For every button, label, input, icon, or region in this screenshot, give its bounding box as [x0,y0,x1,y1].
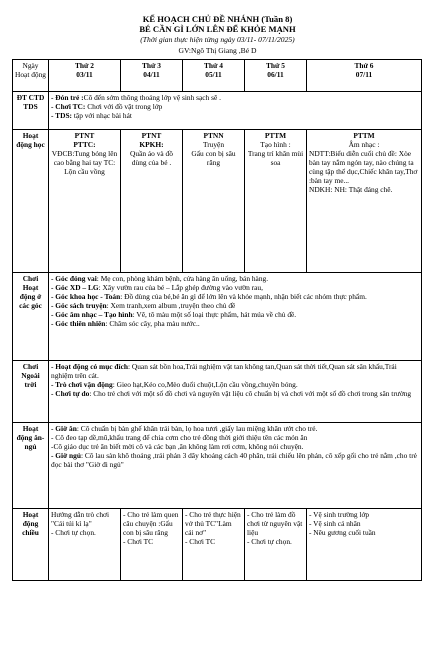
corner-name: - Góc XD – LG [51,283,99,292]
corner-text: : Xem tranh,xem album ,truyện theo chủ đề [106,301,236,310]
meal-item [51,433,419,442]
afternoon-cell-thu [245,509,307,581]
lesson-content: VĐCB:Tung bóng lên cao bằng hai tay TC: Lộn cầu vồng [51,149,118,176]
outdoor-content [49,361,422,423]
schedule-table [12,59,422,581]
meal-item-text: : Cô lau sàn khô thoáng ,trải phản 3 dãy khoảng cách 40 phân, trải chiếu lên phản, cô xếp gối cho trẻ nằm ,cho trẻ đọc bài thơ "Giờ đi ngủ" [51,451,417,469]
subject-type: KPKH: [139,140,164,149]
day-header [183,60,245,92]
morning-line-head: - TDS: [51,111,73,120]
learning-label: Hoạt động học [13,130,49,273]
lesson-content: Gấu con bị sâu răng [191,149,236,167]
outdoor-item-head: - Chơi tự do [51,389,90,398]
afternoon-activity: - Chơi TC [185,537,216,546]
afternoon-activity: - Chơi TC [123,537,154,546]
outdoor-item-text: : Quan sát bồn hoa,Trải nghiệm vật tan không tan,Quan sát thời tiết,Quan sát sân khấu,Trải nghiệm trên cát. [51,362,397,380]
day-date: 04/11 [143,70,160,79]
afternoon-cell-tue [121,509,183,581]
meal-row [13,423,422,509]
day-date: 06/11 [267,70,284,79]
subject-type: PTTC: [73,140,96,149]
day-name: Thứ 4 [203,61,224,70]
outdoor-item-head: - Trò chơi vận động [51,380,113,389]
meal-item-head: - Giờ ăn [51,424,77,433]
day-date: 05/11 [205,70,222,79]
meal-label: Hoạt động ăn-ngủ [13,423,49,509]
morning-line-text: Cô đến sớm thông thoáng lớp vệ sinh sạch sẽ . [83,93,221,102]
meal-item-head: - Giờ ngủ [51,451,81,460]
teacher-name: GV:Ngô Thị Giang ,Bé D [178,46,257,55]
corner-name: - Góc đóng vai [51,274,97,283]
afternoon-cell-wed [183,509,245,581]
day-header [121,60,183,92]
morning-content [49,92,422,130]
outdoor-item [51,380,419,389]
afternoon-activity: - Vệ sinh trường lớp [309,510,370,519]
morning-line-head: - Chơi TC: [51,102,86,111]
meal-item-text: -Cô giáo dục trẻ ăn biết mời cô và các bạn ,ăn không làm rơi cơm, không nói chuyện. [51,442,304,451]
meal-item [51,451,419,469]
lesson-content: Quần áo và đồ dùng của bé . [130,149,173,167]
morning-line-text: tập với nhạc bài hát [72,111,132,120]
subject-code: PTNN [203,131,224,140]
subject-code: PTTM [353,131,375,140]
afternoon-activity: - Chơi tự chọn. [51,528,96,537]
corner-item [51,310,419,319]
corner-item [51,301,419,310]
day-name: Thứ 6 [354,61,374,70]
outdoor-item-text: : Cho trẻ chơi với một số đồ chơi và nguyên vật liệu cô chuẩn bị và chơi với một số đồ chơi trong sân trường [89,389,412,398]
subject-code: PTNT [141,131,162,140]
day-date: 03/11 [76,70,93,79]
date-range: (Thời gian thực hiện từng ngày 03/11- 07/11/2025) [140,35,295,44]
afternoon-label: Hoạt động chiều [13,509,49,581]
corner-item [51,283,419,292]
learning-cell-thu [245,130,307,273]
corner-item [51,292,419,301]
lesson-content: NDTT:Biểu diễn cuối chủ đề: Xòe bàn tay nắm ngón tay, nào chúng ta cùng tập thể dục,Chiếc khăn tay,Thơ :bàn tay me... [309,149,418,185]
corner-name: - Góc sách truyện [51,301,107,310]
afternoon-activity: - Vệ sinh cá nhân [309,519,361,528]
title-topic: BÉ CẦN GÌ LỚN LÊN ĐỂ KHỎE MẠNH [139,24,296,34]
day-header [49,60,121,92]
outdoor-item [51,389,419,398]
afternoon-cell-mon [49,509,121,581]
subject-type: Tạo hình : [260,140,291,149]
outdoor-row [13,361,422,423]
day-date: 07/11 [355,70,373,79]
corner-text: : Đồ dùng của bé,bé ăn gì để lớn lên và khỏe mạnh, nhận biết các nhóm thực phẩm. [120,292,367,301]
meal-item-text: : Cô chuẩn bị bàn ghế khăn trải bàn, lọ hoa tươi ,giấy lau miệng khăn ướt cho trẻ. [76,424,318,433]
lesson-content: Trang trí khăn mùi soa [247,149,304,167]
day-name: Thứ 5 [265,61,286,70]
corners-content [49,273,422,361]
outdoor-item [51,362,419,380]
corners-label: Chơi Hoạt động ở các góc [13,273,49,361]
learning-cell-mon [49,130,121,273]
afternoon-row [13,509,422,581]
afternoon-activity: - Chơi tự chọn. [247,537,292,546]
corner-text: : Vẽ, tô màu một số loại thực phẩm, hát múa về chủ đề. [132,310,297,319]
corner-text: : Chăm sóc cây, pha màu nước.. [105,319,200,328]
day-name: Thứ 3 [141,61,162,70]
header-row [13,60,422,92]
learning-cell-tue [121,130,183,273]
corner-text: : Xây vườn rau của bé – Lắp ghép đường vào vườn rau, [98,283,263,292]
morning-label: ĐT CTD TDS [13,92,49,130]
meal-item [51,442,419,451]
learning-row [13,130,422,273]
afternoon-activity: - Cho trẻ làm đồ chơi từ nguyên vật liệu [247,510,303,537]
meal-content [49,423,422,509]
title-week: KẾ HOẠCH CHỦ ĐỀ NHÁNH (Tuần 8) [142,14,293,24]
learning-cell-fri [307,130,422,273]
day-name: Thứ 2 [74,61,95,70]
afternoon-activity: - Cho trẻ làm quen câu chuyện :Gấu con bị sâu răng [123,510,179,537]
subject-code: PTTM [264,131,287,140]
learning-cell-wed [183,130,245,273]
afternoon-activity: Hướng dẫn trò chơi "Cái túi kì lạ" [51,510,110,528]
corners-row [13,273,422,361]
afternoon-activity: - Nêu gương cuối tuần [309,528,376,537]
day-header [307,60,422,92]
outdoor-label: Chơi Ngoài trời [13,361,49,423]
subject-type: Âm nhạc : [348,140,380,149]
day-header [245,60,307,92]
corner-text: : Mẹ con, phòng khám bệnh, cửa hàng ăn uống, bán hàng. [96,274,269,283]
outdoor-item-text: : Gieo hạt,Kéo co,Mèo đuổi chuột,Lộn cầu vồng,chuyền bóng. [112,380,298,389]
corner-item [51,319,419,328]
corner-name: - Góc thiên nhiên [51,319,106,328]
morning-row [13,92,422,130]
corner-item [51,274,419,283]
lesson-extra: NDKH: NH: Thật đáng chê. [309,185,393,194]
subject-code: PTNT [74,131,95,140]
morning-line-text: Chơi với đồ vật trong lớp [85,102,163,111]
outdoor-item-head: - Hoạt động có mục đích [51,362,128,371]
afternoon-cell-fri [307,509,422,581]
subject-type: Truyện [202,140,225,149]
activity-header: Ngày Hoạt động [13,60,49,92]
morning-line-head: - Đón trẻ : [51,93,84,102]
corner-name: - Góc khoa học - Toán [51,292,121,301]
corner-name: - Góc âm nhạc – Tạo hình [51,310,133,319]
afternoon-activity: - Cho trẻ thực hiện vở thủ TC"Làm cái nơ" [185,510,241,537]
meal-item [51,424,419,433]
meal-item-text: - Cô đeo tạp dề,mũ,khẩu trang để chia cơm cho trẻ đồng thời giới thiệu tên các món ăn [51,433,308,442]
